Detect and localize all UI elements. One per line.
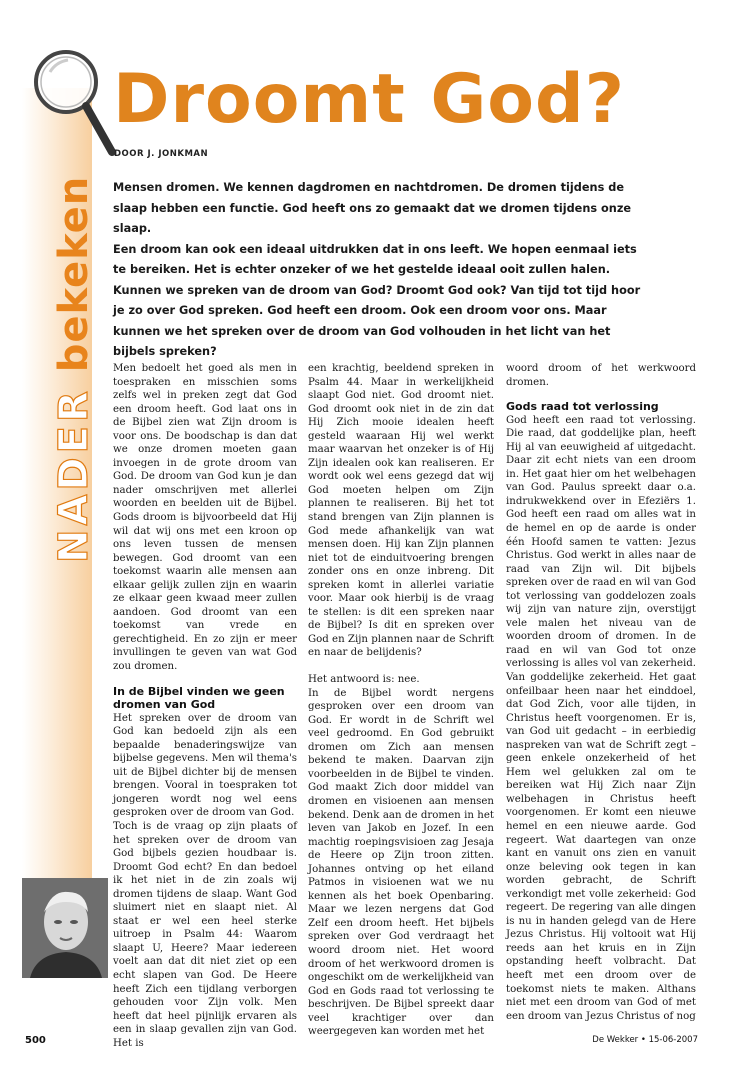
magnifier-icon (20, 40, 120, 160)
column-1 (113, 362, 297, 1050)
section-label-word2: bekeken (51, 175, 97, 373)
sidebar-band (22, 88, 97, 978)
column-3 (506, 362, 696, 1023)
paragraph: In de Bijbel wordt nergens gesproken over een droom van God. Er wordt in de Schrift wel veel gedroomd. En God gebruikt dromen om Zich aan mensen bekend te maken. Daarvan zijn voorbeelden in de Bijbel te vinden. God maakt Zich door middel van dromen en visioenen aan mensen bekend. Denk aan de dromen in het leven van Jakob en Jozef. In een machtig roepingsvisioen zag Jesaja de Heere op Zijn troon zitten. Johannes ontving op het eiland Patmos in visioenen wat we nu kennen als het boek Openbaring. Maar we lezen nergens dat God Zelf een droom heeft. Het bijbels spreken over God verdraagt het woord droom niet. Het woord droom of het werkwoord dromen is ongeschikt om de werkelijkheid van God en Gods raad tot verlossing te beschrijven. De Bijbel spreekt daar veel krachtiger over dan weergegeven kan worden met het (308, 687, 494, 1038)
paragraph: Het spreken over de droom van God kan bedoeld zijn als een bepaalde benaderingswijze van bijbelse gegevens. Men wil thema's uit de Bijbel dichter bij de mensen brengen. Vooral in toespraken tot jongeren wordt nog wel eens gesproken over de droom van God. (113, 712, 297, 819)
paragraph: Toch is de vraag op zijn plaats of het spreken over de droom van God bijbels gezien houdbaar is. Droomt God echt? En dan bedoel ik het niet in de zin zoals wij dromen tijdens de slaap. Want God sluimert niet en slaapt niet. Al staat er wel een heel sterke uitroep in Psalm 44: Waarom slaapt U, Heere? Maar iedereen voelt aan dat dit niet ziet op een echt slapen van God. De Heere heeft Zich een tijdlang verborgen gehouden voor Zijn volk. Men heeft dat heel pijnlijk ervaren als een in slaap gevallen zijn van God. Het is (113, 820, 297, 1049)
section-label-word1: NADER (51, 387, 97, 563)
column-2 (308, 362, 494, 1039)
paragraph: een krachtig, beeldend spreken in Psalm 44. Maar in werkelijkheid slaapt God niet. God droomt niet. God droomt ook niet in de zin dat Hij Zich mooie idealen heeft gesteld waaraan Hij wel werkt maar waarvan het onzeker is of Hij Zijn idealen ook kan realiseren. Er wordt ook wel eens gezegd dat wij God moeten helpen om Zijn plannen te realiseren. Bij het tot stand brengen van Zijn plannen is God mede afhankelijk van wat mensen doen. Hij kan Zijn plannen niet tot de einduitvoering brengen zonder ons en onze inbreng. Dit spreken komt in allerlei variatie voor. Maar ook hierbij is de vraag te stellen: is dit een spreken naar de Bijbel? Is dit en spreken over God en Zijn plannen naar de Schrift en naar de belijdenis? (308, 363, 494, 659)
intro-paragraph: Kunnen we spreken van de droom van God? Droomt God ook? Van tijd tot tijd hoor je zo over God spreken. God heeft een droom. Ook een droom voor ons. Maar kunnen we het spreken over de droom van God volhouden in het licht van het bijbels spreken? (113, 283, 641, 358)
subheading: Gods raad tot verlossing (506, 400, 659, 414)
publication-info: De Wekker • 15-06-2007 (592, 1035, 698, 1045)
paragraph: Het antwoord is: nee. (308, 674, 420, 686)
article-title: Droomt God? (113, 60, 626, 139)
byline: DOOR J. JONKMAN (114, 149, 209, 159)
intro-paragraph: Mensen dromen. We kennen dagdromen en nachtdromen. De dromen tijdens de slaap hebben een functie. God heeft ons zo gemaakt dat we dromen tijdens onze slaap. (113, 181, 632, 235)
paragraph: woord droom of het werkwoord dromen. (506, 363, 696, 388)
author-photo (22, 878, 108, 978)
intro-paragraph: Een droom kan ook een ideaal uitdrukken dat in ons leeft. We hopen eenmaal iets te bereiken. Het is echter onzeker of we het gestelde ideaal ooit zullen halen. (113, 242, 637, 276)
paragraph: God heeft een raad tot verlossing. Die raad, dat goddelijke plan, heeft Hij al van eeuwigheid af uitgedacht. Daar zit echt niets van een droom in. Het gaat hier om het welbehagen van God. Paulus spreekt daar o.a. indrukwekkend over in Efeziërs 1. God heeft een raad om alles wat in de hemel en op de aarde is onder één Hoofd samen te vatten: Jezus Christus. God werkt in alles naar de raad van Zijn wil. Dit bijbels spreken over de raad en wil van God tot verlossing van goddelozen zoals wij zijn van nature zijn, overstijgt vele malen het niveau van de woorden droom of dromen. In de raad en wil van God tot onze verlossing is alles vol van zekerheid. Van goddelijke zekerheid. Het gaat onfeilbaar heen naar het einddoel, dat God Zich, voor alle tijden, in Christus heeft voorgenomen. Er is, van God uit gedacht – in eerbiedig naspreken van wat de Schrift zegt – geen enkele onzekerheid of het Hem wel gelukken zal om te bereiken wat Hij Zich naar Zijn welbehagen in Christus heeft voorgenomen. Er komt een nieuwe hemel en een nieuwe aarde. God regeert. Wat daartegen van onze kant en vanuit ons zien en vanuit onze beleving ook tegen in kan worden gebracht, de Schrift verkondigt met volle zekerheid: God regeert. De regering van alle dingen is nu in handen gelegd van de Here Jezus Christus. Hij voltooit wat Hij reeds aan het kruis en in Zijn opstanding heeft volbracht. Dat heeft met een droom over de toekomst niets te maken. Althans niet met een droom van God of met een droom van Jezus Christus of nog (506, 414, 696, 1022)
intro (113, 178, 653, 363)
page-number: 500 (25, 1035, 46, 1046)
paragraph: Men bedoelt het goed als men in toespraken en misschien soms zelfs wel in preken zegt dat God een droom heeft. God laat ons in de Bijbel zien wat Zijn droom is voor ons. De boodschap is dan dat we onze dromen moeten gaan invoegen in de grote droom van God. De droom van God kun je dan nader omschrijven met allerlei woorden en beelden uit de Bijbel. Gods droom is bijvoorbeeld dat Hij wil dat wij ons met een kroon op ons leven tussen de mensen bewegen. God droomt van een toekomst waarin alle mensen aan elkaar gelijk zullen zijn en waarin ze elkaar geen kwaad meer zullen aandoen. God droomt van een toekomst van vrede en gerechtigheid. En zo zijn er meer invullingen te geven van wat God zou dromen. (113, 363, 297, 673)
subheading: In de Bijbel vinden we geen dromen van God (113, 684, 285, 712)
section-label (50, 175, 98, 563)
